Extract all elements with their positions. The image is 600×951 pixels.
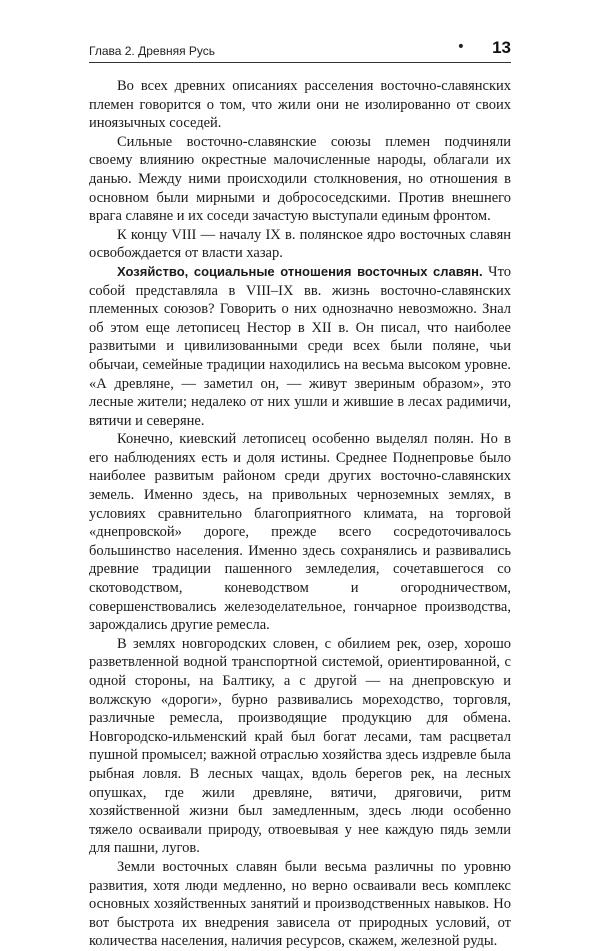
running-header xyxy=(89,36,511,63)
chapter-title: Глава 2. Древняя Русь xyxy=(89,44,216,58)
paragraph xyxy=(89,635,511,858)
paragraph-text: К концу VIII — началу IX в. полянское ядро восточных славян освобождается от власти хазар. xyxy=(89,226,511,262)
body-text xyxy=(89,77,511,951)
paragraph xyxy=(89,430,511,635)
paragraph xyxy=(89,226,511,263)
section-heading: Хозяйство, социальные отношения восточных славян. xyxy=(117,263,483,279)
paragraph xyxy=(89,77,511,133)
paragraph-text: Земли восточных славян были весьма различны по уровню развития, хотя люди медленно, но верно осваивали весь комплекс основных хозяйственных занятий и производственных навыков. Но вот быстрота их внедрения зависела от природных условий, от количества населения, наличия ресурсов, скажем, железной руды. xyxy=(89,858,511,950)
paragraph xyxy=(89,263,511,430)
paragraph xyxy=(89,133,511,226)
paragraph-text: Во всех древних описаниях расселения восточно-славянских племен говорится о том, что жили они не изолированно от своих иноязычных соседей. xyxy=(89,78,511,132)
paragraph-text: Сильные восточно-славянские союзы племен подчиняли своему влиянию окрестные малочисленные народы, облагали их данью. Между ними происходили столкновения, но отношения в основном были мирными и добрососедскими. Против внешнего врага славяне и их соседи зачастую выступали единым фронтом. xyxy=(89,133,511,225)
page-number: 13 xyxy=(492,38,511,57)
paragraph xyxy=(89,858,511,951)
paragraph-text: Конечно, киевский летописец особенно выделял полян. Но в его наблюдениях есть и доля истины. Среднее Поднепровье было наиболее развитым районом среди других восточно-славянских земель. Именно здесь, на привольных черноземных землях, в условиях сравнительно благоприятного климата, на торговой «днепровской» дороге, прежде всего сосредоточивалось большинство населения. Именно здесь сохранялись и развивались древние традиции пашенного земледелия, сочетавшегося со скотоводством, коневодством и огородничеством, совершенствовались железоделательное, гончарное производства, зарождались другие ремесла. xyxy=(89,431,511,634)
bullet-icon: • xyxy=(456,39,465,55)
paragraph-text: Что собой представляла в VIII–IX вв. жизнь восточно-славянских племенных союзов? Говорить о них однозначно невозможно. Знал об этом еще летописец Нестор в XII в. Он писал, что наиболее развитыми и цивилизованными среди всех были поляне, чьи обычаи, семейные традиции находились на весьма высоком уровне. «А древляне, — заметил он, — живут звериным образом», это лесные жители; недалеко от них ушли и жившие в лесах радимичи, вятичи и северяне. xyxy=(89,263,511,429)
paragraph-text: В землях новгородских словен, с обилием рек, озер, хорошо разветвленной водной транспортной системой, ориентированной, с одной стороны, на Балтику, а с другой — на днепровскую и волжскую «дороги», бурно развивались мореходство, торговля, различные ремесла, производящие продукцию для обмена. Новгородско-ильменский край был богат лесами, там расцветал пушной промысел; важной отраслью хозяйства здесь издревле была рыбная ловля. В лесных чащах, вдоль берегов рек, на лесных опушках, где жили древляне, вятичи, дряговичи, ритм хозяйственной жизни был замедленным, здесь люди особенно тяжело осваивали природу, отвоевывая у нее каждую пядь земли для пашни, лугов. xyxy=(89,635,511,857)
